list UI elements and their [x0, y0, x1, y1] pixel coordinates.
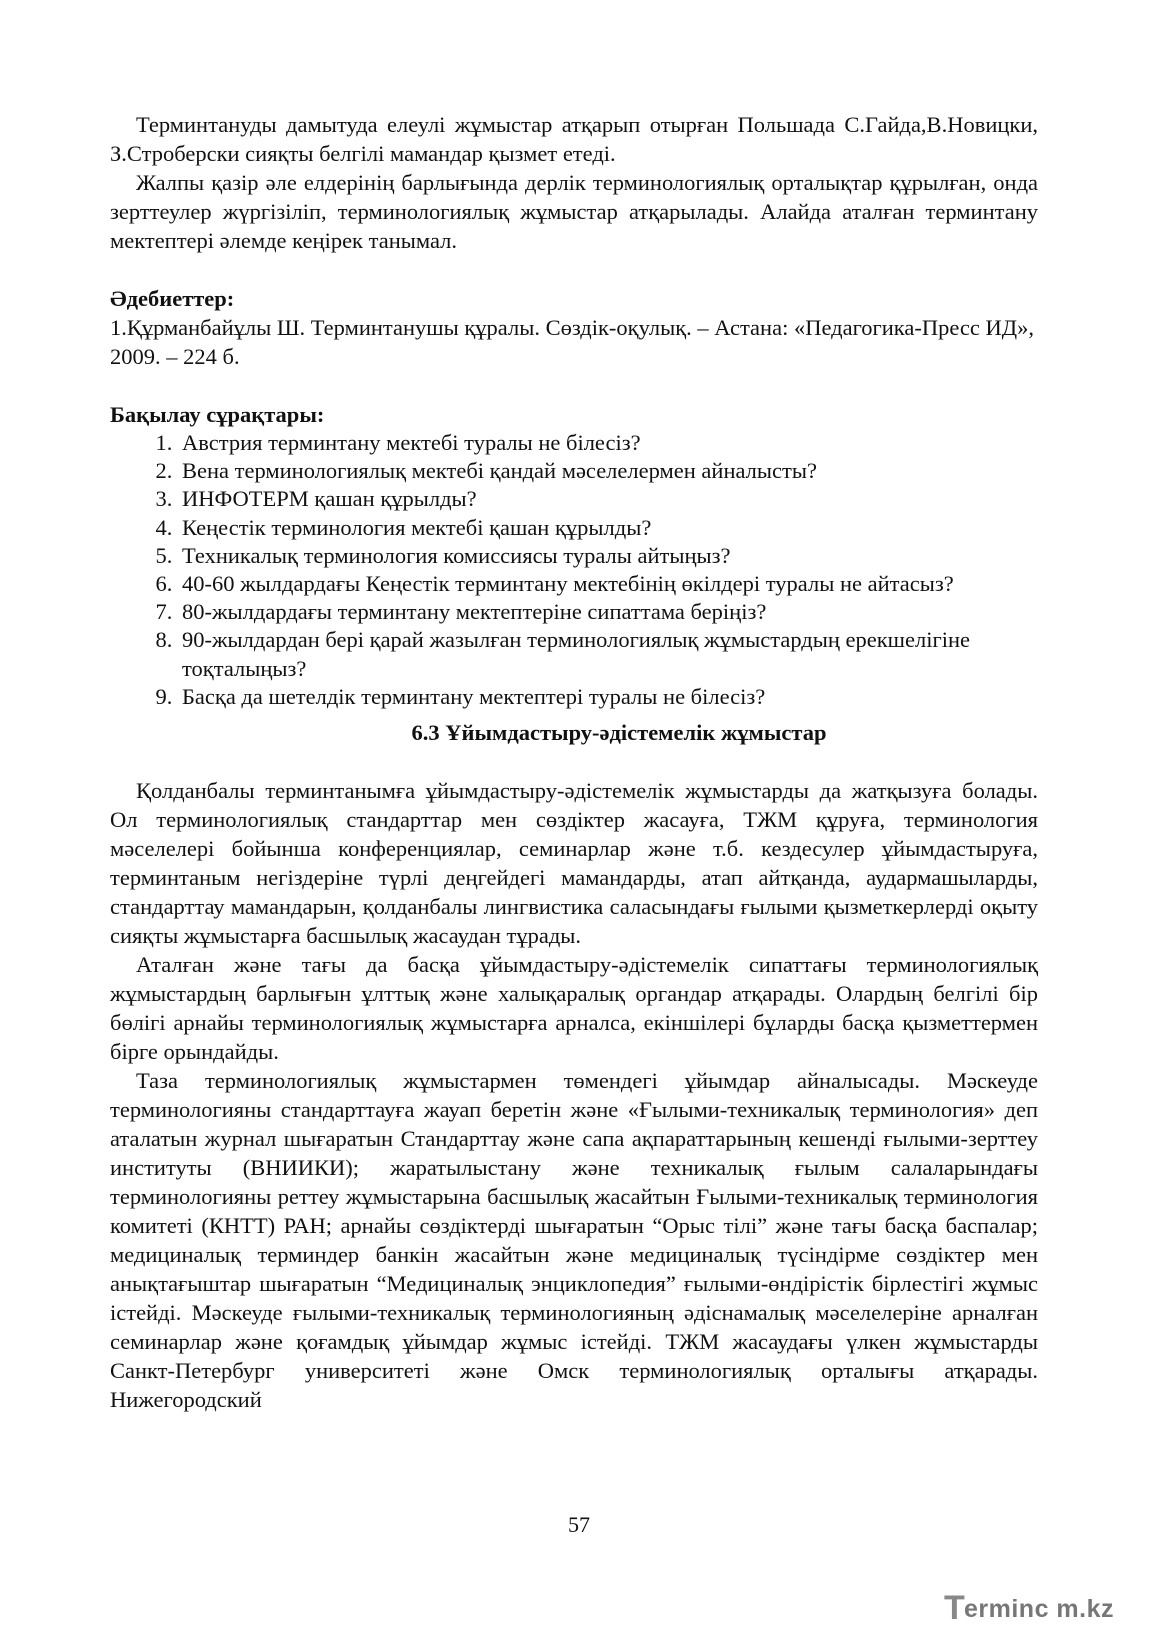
- watermark-logo: [944, 1591, 1144, 1627]
- question-item: 9. Басқа да шетелдік терминтану мектептері туралы не білесіз?: [178, 683, 1038, 711]
- questions-list: [110, 429, 1038, 711]
- literature-heading: Әдебиеттер:: [110, 286, 235, 311]
- intro-paragraph-1: Терминтануды дамытуда елеулі жұмыстар атқарып отырған Польшада С.Гайда,В.Новицки, З.Строберски сияқты белгілі мамандар қызмет етеді.: [110, 112, 1038, 166]
- questions-heading: Бақылау сұрақтары:: [110, 402, 325, 427]
- section-paragraph-2: Аталған және тағы да басқа ұйымдастыру-әдістемелік сипаттағы терминологиялық жұмыстардың барлығын ұлттық және халықаралық органдар атқарады. Олардың белгілі бір бөлігі арнайы терминологиялық жұмыстарға арналса, екіншілері бұларды басқа қызметтермен бірге орындайды.: [110, 952, 1038, 1065]
- question-item: 5. Техникалық терминология комиссиясы туралы айтыңыз?: [178, 542, 1038, 570]
- question-item: 3. ИНФОТЕРМ қашан құрылды?: [178, 485, 1038, 513]
- question-item: 7. 80-жылдардағы терминтану мектептеріне сипаттама беріңіз?: [178, 598, 1038, 626]
- question-item: 1. Австрия терминтану мектебі туралы не білесіз?: [178, 429, 1038, 457]
- section-title: 6.3 Ұйымдастыру-әдістемелік жұмыстар: [411, 720, 827, 746]
- question-item: 8. 90-жылдардан бері қарай жазылған терминологиялық жұмыстардың ерекшелігіне тоқталыңыз?: [178, 626, 1038, 682]
- section-paragraph-1: Қолданбалы терминтанымға ұйымдастыру-әдістемелік жұмыстарды да жатқызуға болады. Ол терминологиялық стандарттар мен сөздіктер жасауға, ТЖМ құруға, терминология мәселелері бойынша конференциялар, семинарлар және т.б. кездесулер ұйымдастыруға, терминтаным негіздеріне түрлі деңгейдегі мамандарды, атап айтқанда, аудармашыларды, стандарттау мамандарын, қолданбалы лингвистика саласындағы ғылыми қызметкерлерді оқыту сияқты жұмыстарға басшылық жасаудан тұрады.: [110, 778, 1038, 949]
- page-number: 57: [568, 1512, 590, 1537]
- question-item: 6. 40-60 жылдардағы Кеңестік терминтану мектебінің өкілдері туралы не айтасыз?: [178, 570, 1038, 598]
- document-page: [110, 110, 1038, 1414]
- section-paragraph-3: Таза терминологиялық жұмыстармен төмендегі ұйымдар айналысады. Мәскеуде терминологияны стандарттауға жауап беретін және «Ғылыми-техникалық терминология» деп аталатын журнал шығаратын Стандарттау және сапа ақпараттарының кешенді ғылыми-зерттеу институты (ВНИИКИ); жаратылыстану және техникалық ғылым салаларындағы терминологияны реттеу жұмыстарына басшылық жасайтын Ғылыми-техникалық терминология комитеті (КНТТ) РАН; арнайы сөздіктерді шығаратын “Орыс тілі” және тағы басқа баспалар; медициналық терминдер банкін жасайтын және медициналық түсіндірме сөздіктер мен анықтағыштар шығаратын “Медициналық энциклопедия” ғылыми-өндірістік бірлестігі жұмыс істейді. Мәскеуде ғылыми-техникалық терминологияның әдіснамалық мәселелеріне арналған семинарлар және қоғамдық ұйымдар жұмыс істейді. ТЖМ жасаудағы үлкен жұмыстарды Санкт-Петербург университеті және Омск терминологиялық орталығы атқарады. Нижегородский: [110, 1068, 1038, 1413]
- spacer: [110, 747, 1038, 776]
- literature-item: 1.Құрманбайұлы Ш. Терминтанушы құралы. Сөздік-оқулық. – Астана: «Педагогика-Пресс ИД», 2009. – 224 б.: [110, 315, 1034, 369]
- question-item: 2. Вена терминологиялық мектебі қандай мәселелермен айналысты?: [178, 457, 1038, 485]
- spacer: [110, 255, 1038, 284]
- question-item: 4. Кеңестік терминология мектебі қашан құрылды?: [178, 514, 1038, 542]
- intro-paragraph-2: Жалпы қазір әле елдерінің барлығында дерлік терминологиялық орталықтар құрылған, онда зерттеулер жүргізіліп, терминологиялық жұмыстар атқарылады. Алайда аталған терминтану мектептері әлемде кеңірек танымал.: [110, 170, 1038, 253]
- watermark-text: erminc m.kz: [964, 1595, 1115, 1623]
- watermark-mark: T: [944, 1589, 965, 1627]
- spacer: [110, 371, 1038, 400]
